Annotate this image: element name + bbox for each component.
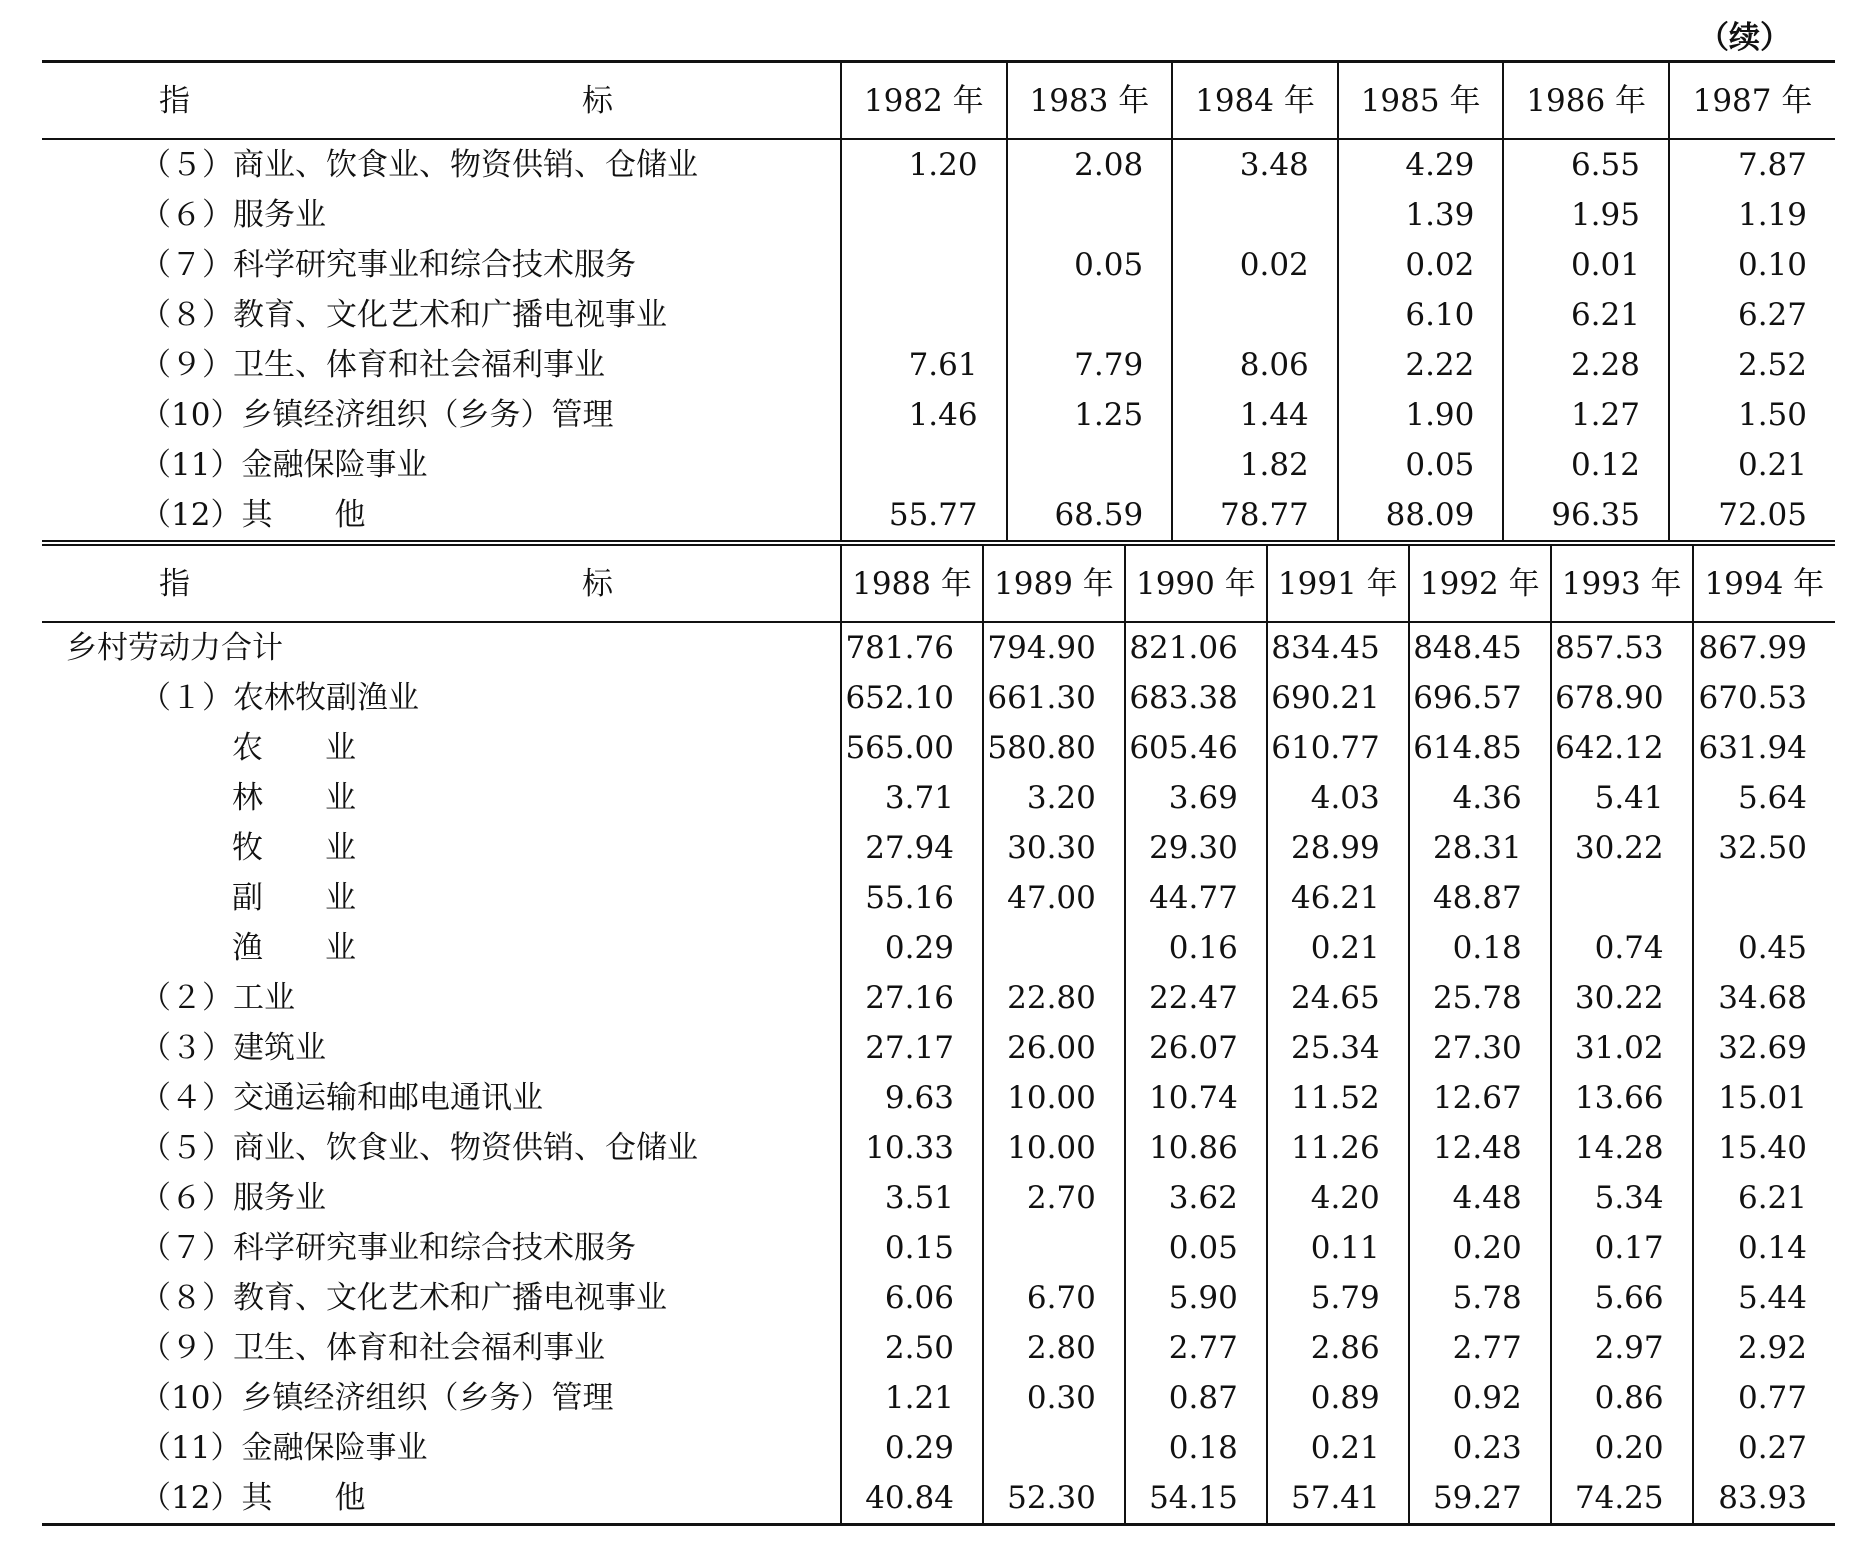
- top-row: [42, 190, 1835, 240]
- continued-label: （续）: [1698, 20, 1791, 56]
- value-cell: 6.55: [1503, 139, 1669, 190]
- value-cell: 3.71: [841, 773, 983, 823]
- value-cell: [1007, 290, 1173, 340]
- value-cell: 26.07: [1125, 1023, 1267, 1073]
- value-cell: 652.10: [841, 673, 983, 723]
- year-header: 1986 年: [1503, 62, 1669, 140]
- value-cell: 0.05: [1007, 240, 1173, 290]
- value-cell: 1.20: [841, 139, 1007, 190]
- value-cell: 690.21: [1267, 673, 1409, 723]
- value-cell: 0.29: [841, 1423, 983, 1473]
- value-cell: 0.18: [1409, 923, 1551, 973]
- row-label: （７）科学研究事业和综合技术服务: [140, 1230, 636, 1266]
- value-cell: 40.84: [841, 1473, 983, 1525]
- bottom-row: [42, 1273, 1835, 1323]
- value-cell: 68.59: [1007, 490, 1173, 543]
- value-cell: 0.21: [1267, 1423, 1409, 1473]
- value-cell: 848.45: [1409, 622, 1551, 673]
- value-cell: 3.20: [983, 773, 1125, 823]
- value-cell: 0.11: [1267, 1223, 1409, 1273]
- value-cell: 4.20: [1267, 1173, 1409, 1223]
- rural-labor-table: [42, 60, 1835, 1526]
- value-cell: [1172, 290, 1338, 340]
- value-cell: 1.25: [1007, 390, 1173, 440]
- value-cell: 11.52: [1267, 1073, 1409, 1123]
- bottom-row: [42, 1323, 1835, 1373]
- value-cell: 57.41: [1267, 1473, 1409, 1525]
- value-cell: 7.79: [1007, 340, 1173, 390]
- value-cell: 52.30: [983, 1473, 1125, 1525]
- bottom-row: [42, 673, 1835, 723]
- row-label: 渔 业: [232, 930, 356, 966]
- value-cell: 46.21: [1267, 873, 1409, 923]
- value-cell: 28.99: [1267, 823, 1409, 873]
- value-cell: [983, 1423, 1125, 1473]
- value-cell: 0.01: [1503, 240, 1669, 290]
- value-cell: 670.53: [1693, 673, 1835, 723]
- value-cell: 683.38: [1125, 673, 1267, 723]
- value-cell: 0.87: [1125, 1373, 1267, 1423]
- value-cell: 2.70: [983, 1173, 1125, 1223]
- bottom-row: [42, 973, 1835, 1023]
- value-cell: 10.33: [841, 1123, 983, 1173]
- value-cell: 83.93: [1693, 1473, 1835, 1525]
- row-label: （11）金融保险事业: [140, 1430, 428, 1466]
- value-cell: 2.50: [841, 1323, 983, 1373]
- value-cell: [841, 440, 1007, 490]
- bottom-row: [42, 622, 1835, 673]
- value-cell: 25.34: [1267, 1023, 1409, 1073]
- index-header: 指 标: [42, 543, 841, 622]
- value-cell: 2.97: [1551, 1323, 1693, 1373]
- value-cell: 14.28: [1551, 1123, 1693, 1173]
- row-label: （10）乡镇经济组织（乡务）管理: [140, 1380, 614, 1416]
- year-header: 1989 年: [983, 543, 1125, 622]
- value-cell: 0.89: [1267, 1373, 1409, 1423]
- value-cell: 6.10: [1338, 290, 1504, 340]
- value-cell: 0.74: [1551, 923, 1693, 973]
- value-cell: 5.66: [1551, 1273, 1693, 1323]
- value-cell: 1.50: [1669, 390, 1835, 440]
- bottom-row: [42, 1423, 1835, 1473]
- value-cell: 834.45: [1267, 622, 1409, 673]
- value-cell: 31.02: [1551, 1023, 1693, 1073]
- row-label: （６）服务业: [140, 197, 326, 233]
- value-cell: 27.16: [841, 973, 983, 1023]
- value-cell: 22.80: [983, 973, 1125, 1023]
- value-cell: 5.64: [1693, 773, 1835, 823]
- value-cell: 821.06: [1125, 622, 1267, 673]
- value-cell: 610.77: [1267, 723, 1409, 773]
- top-row: [42, 390, 1835, 440]
- value-cell: 1.39: [1338, 190, 1504, 240]
- value-cell: 30.22: [1551, 973, 1693, 1023]
- value-cell: 2.92: [1693, 1323, 1835, 1373]
- value-cell: 0.16: [1125, 923, 1267, 973]
- top-row: [42, 340, 1835, 390]
- value-cell: 0.05: [1338, 440, 1504, 490]
- value-cell: 2.86: [1267, 1323, 1409, 1373]
- value-cell: 1.27: [1503, 390, 1669, 440]
- value-cell: 6.21: [1503, 290, 1669, 340]
- value-cell: 6.06: [841, 1273, 983, 1323]
- value-cell: 96.35: [1503, 490, 1669, 543]
- year-header: 1983 年: [1007, 62, 1173, 140]
- value-cell: 2.77: [1125, 1323, 1267, 1373]
- year-header: 1992 年: [1409, 543, 1551, 622]
- row-label: （８）教育、文化艺术和广播电视事业: [140, 1280, 667, 1316]
- value-cell: 8.06: [1172, 340, 1338, 390]
- value-cell: 0.20: [1409, 1223, 1551, 1273]
- value-cell: 13.66: [1551, 1073, 1693, 1123]
- row-label: （５）商业、饮食业、物资供销、仓储业: [42, 139, 841, 190]
- value-cell: 10.00: [983, 1123, 1125, 1173]
- value-cell: 1.95: [1503, 190, 1669, 240]
- value-cell: 15.40: [1693, 1123, 1835, 1173]
- value-cell: 0.18: [1125, 1423, 1267, 1473]
- value-cell: 54.15: [1125, 1473, 1267, 1525]
- value-cell: 1.82: [1172, 440, 1338, 490]
- value-cell: 631.94: [1693, 723, 1835, 773]
- year-header: 1990 年: [1125, 543, 1267, 622]
- value-cell: 2.22: [1338, 340, 1504, 390]
- row-label: （５）商业、饮食业、物资供销、仓储业: [140, 1130, 698, 1166]
- value-cell: 1.90: [1338, 390, 1504, 440]
- row-label: 农 业: [232, 730, 356, 766]
- value-cell: 0.14: [1693, 1223, 1835, 1273]
- top-header-row: [42, 62, 1835, 140]
- value-cell: [1693, 873, 1835, 923]
- value-cell: 0.21: [1669, 440, 1835, 490]
- bottom-row: [42, 873, 1835, 923]
- value-cell: [1172, 190, 1338, 240]
- value-cell: 678.90: [1551, 673, 1693, 723]
- value-cell: 2.52: [1669, 340, 1835, 390]
- bottom-row: [42, 1023, 1835, 1073]
- top-row: [42, 139, 1835, 190]
- row-label: （７）科学研究事业和综合技术服务: [140, 247, 636, 283]
- value-cell: 0.77: [1693, 1373, 1835, 1423]
- value-cell: 5.41: [1551, 773, 1693, 823]
- value-cell: 1.46: [841, 390, 1007, 440]
- value-cell: 7.87: [1669, 139, 1835, 190]
- value-cell: 661.30: [983, 673, 1125, 723]
- value-cell: 34.68: [1693, 973, 1835, 1023]
- value-cell: 642.12: [1551, 723, 1693, 773]
- value-cell: [1007, 440, 1173, 490]
- value-cell: 0.86: [1551, 1373, 1693, 1423]
- value-cell: 857.53: [1551, 622, 1693, 673]
- row-label: （２）工业: [140, 980, 295, 1016]
- value-cell: [983, 923, 1125, 973]
- value-cell: 2.77: [1409, 1323, 1551, 1373]
- value-cell: 78.77: [1172, 490, 1338, 543]
- row-label: 林 业: [232, 780, 356, 816]
- value-cell: 10.74: [1125, 1073, 1267, 1123]
- value-cell: 24.65: [1267, 973, 1409, 1023]
- value-cell: 30.30: [983, 823, 1125, 873]
- top-row: [42, 490, 1835, 543]
- value-cell: 2.08: [1007, 139, 1173, 190]
- value-cell: 28.31: [1409, 823, 1551, 873]
- value-cell: 0.29: [841, 923, 983, 973]
- value-cell: 5.44: [1693, 1273, 1835, 1323]
- value-cell: 29.30: [1125, 823, 1267, 873]
- value-cell: 565.00: [841, 723, 983, 773]
- value-cell: 15.01: [1693, 1073, 1835, 1123]
- value-cell: 0.15: [841, 1223, 983, 1273]
- value-cell: 2.28: [1503, 340, 1669, 390]
- row-label: 牧 业: [232, 830, 356, 866]
- value-cell: 1.21: [841, 1373, 983, 1423]
- bottom-row: [42, 1473, 1835, 1525]
- row-label: （４）交通运输和邮电通讯业: [140, 1080, 543, 1116]
- value-cell: 2.80: [983, 1323, 1125, 1373]
- value-cell: 25.78: [1409, 973, 1551, 1023]
- value-cell: 0.23: [1409, 1423, 1551, 1473]
- value-cell: 26.00: [983, 1023, 1125, 1073]
- value-cell: 0.92: [1409, 1373, 1551, 1423]
- year-header: 1988 年: [841, 543, 983, 622]
- row-label: （９）卫生、体育和社会福利事业: [140, 347, 605, 383]
- value-cell: 614.85: [1409, 723, 1551, 773]
- value-cell: 5.90: [1125, 1273, 1267, 1323]
- value-cell: 74.25: [1551, 1473, 1693, 1525]
- value-cell: [841, 190, 1007, 240]
- value-cell: [983, 1223, 1125, 1273]
- value-cell: 4.48: [1409, 1173, 1551, 1223]
- row-label: （６）服务业: [140, 1180, 326, 1216]
- value-cell: 5.78: [1409, 1273, 1551, 1323]
- value-cell: 0.05: [1125, 1223, 1267, 1273]
- value-cell: 696.57: [1409, 673, 1551, 723]
- value-cell: 48.87: [1409, 873, 1551, 923]
- value-cell: 7.61: [841, 340, 1007, 390]
- top-row: [42, 290, 1835, 340]
- value-cell: 0.30: [983, 1373, 1125, 1423]
- row-label: （３）建筑业: [140, 1030, 326, 1066]
- year-header: 1985 年: [1338, 62, 1504, 140]
- row-label: （10）乡镇经济组织（乡务）管理: [140, 397, 614, 433]
- year-header: 1984 年: [1172, 62, 1338, 140]
- row-label: （１）农林牧副渔业: [140, 680, 419, 716]
- row-label: 副 业: [232, 880, 356, 916]
- value-cell: 3.62: [1125, 1173, 1267, 1223]
- value-cell: 44.77: [1125, 873, 1267, 923]
- bottom-row: [42, 773, 1835, 823]
- value-cell: 4.03: [1267, 773, 1409, 823]
- value-cell: 5.79: [1267, 1273, 1409, 1323]
- value-cell: 781.76: [841, 622, 983, 673]
- value-cell: [1551, 873, 1693, 923]
- value-cell: 47.00: [983, 873, 1125, 923]
- value-cell: 27.17: [841, 1023, 983, 1073]
- row-label: （９）卫生、体育和社会福利事业: [140, 1330, 605, 1366]
- bottom-row: [42, 823, 1835, 873]
- top-row: [42, 440, 1835, 490]
- value-cell: 6.21: [1693, 1173, 1835, 1223]
- value-cell: 88.09: [1338, 490, 1504, 543]
- index-header: 指 标: [42, 62, 841, 140]
- value-cell: 32.50: [1693, 823, 1835, 873]
- bottom-row: [42, 723, 1835, 773]
- value-cell: 32.69: [1693, 1023, 1835, 1073]
- value-cell: 11.26: [1267, 1123, 1409, 1173]
- value-cell: 0.12: [1503, 440, 1669, 490]
- value-cell: 0.02: [1338, 240, 1504, 290]
- value-cell: 0.02: [1172, 240, 1338, 290]
- value-cell: 1.19: [1669, 190, 1835, 240]
- value-cell: 6.70: [983, 1273, 1125, 1323]
- value-cell: 55.16: [841, 873, 983, 923]
- value-cell: 27.94: [841, 823, 983, 873]
- value-cell: [1007, 190, 1173, 240]
- year-header: 1987 年: [1669, 62, 1835, 140]
- value-cell: 0.10: [1669, 240, 1835, 290]
- value-cell: 1.44: [1172, 390, 1338, 440]
- value-cell: 3.69: [1125, 773, 1267, 823]
- value-cell: 22.47: [1125, 973, 1267, 1023]
- bottom-row: [42, 1123, 1835, 1173]
- value-cell: 72.05: [1669, 490, 1835, 543]
- value-cell: 0.27: [1693, 1423, 1835, 1473]
- value-cell: 12.48: [1409, 1123, 1551, 1173]
- bottom-header-row: [42, 543, 1835, 622]
- value-cell: 5.34: [1551, 1173, 1693, 1223]
- bottom-row: [42, 1223, 1835, 1273]
- value-cell: 0.45: [1693, 923, 1835, 973]
- value-cell: 4.29: [1338, 139, 1504, 190]
- row-label: （８）教育、文化艺术和广播电视事业: [140, 297, 667, 333]
- year-header: 1982 年: [841, 62, 1007, 140]
- value-cell: 30.22: [1551, 823, 1693, 873]
- bottom-row: [42, 923, 1835, 973]
- value-cell: 10.00: [983, 1073, 1125, 1123]
- value-cell: [841, 240, 1007, 290]
- bottom-row: [42, 1373, 1835, 1423]
- year-header: 1994 年: [1693, 543, 1835, 622]
- value-cell: 0.21: [1267, 923, 1409, 973]
- value-cell: 27.30: [1409, 1023, 1551, 1073]
- value-cell: 580.80: [983, 723, 1125, 773]
- year-header: 1993 年: [1551, 543, 1693, 622]
- row-label: （12）其 他: [140, 497, 366, 533]
- value-cell: 9.63: [841, 1073, 983, 1123]
- value-cell: 59.27: [1409, 1473, 1551, 1525]
- value-cell: [841, 290, 1007, 340]
- top-row: [42, 240, 1835, 290]
- value-cell: 794.90: [983, 622, 1125, 673]
- year-header: 1991 年: [1267, 543, 1409, 622]
- value-cell: 12.67: [1409, 1073, 1551, 1123]
- value-cell: 10.86: [1125, 1123, 1267, 1173]
- bottom-row: [42, 1173, 1835, 1223]
- row-label: （11）金融保险事业: [140, 447, 428, 483]
- value-cell: 3.51: [841, 1173, 983, 1223]
- bottom-row: [42, 1073, 1835, 1123]
- value-cell: 867.99: [1693, 622, 1835, 673]
- value-cell: 0.17: [1551, 1223, 1693, 1273]
- value-cell: 605.46: [1125, 723, 1267, 773]
- row-label: 乡村劳动力合计: [42, 622, 841, 673]
- row-label: （12）其 他: [42, 1473, 841, 1525]
- value-cell: 6.27: [1669, 290, 1835, 340]
- value-cell: 4.36: [1409, 773, 1551, 823]
- value-cell: 0.20: [1551, 1423, 1693, 1473]
- value-cell: 55.77: [841, 490, 1007, 543]
- value-cell: 3.48: [1172, 139, 1338, 190]
